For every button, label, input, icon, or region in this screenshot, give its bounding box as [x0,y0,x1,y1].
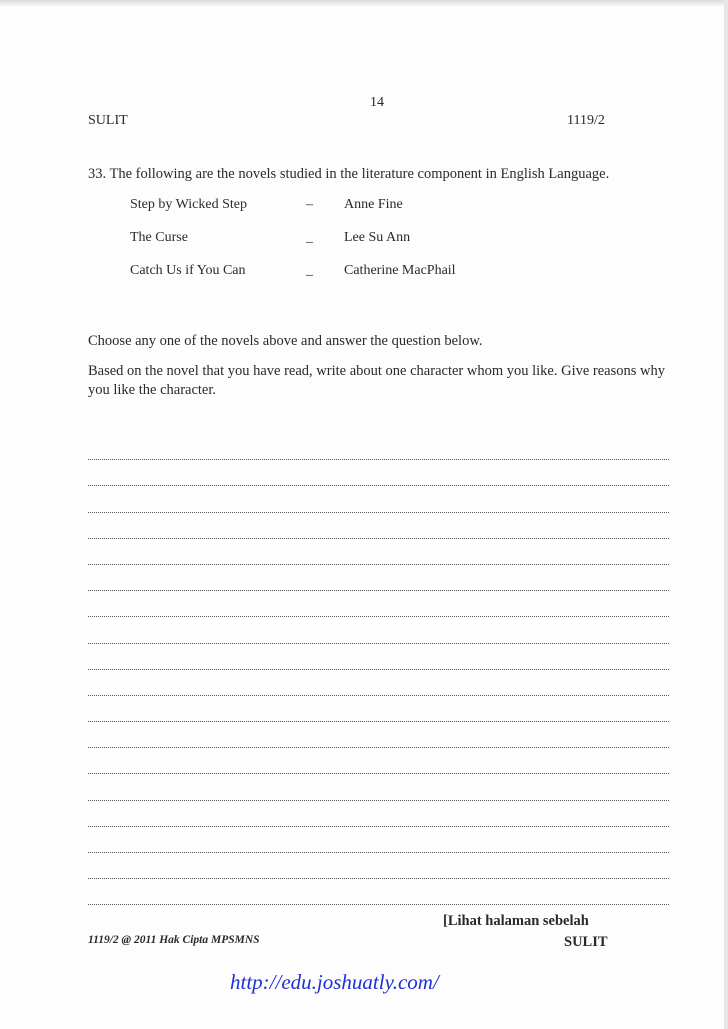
scan-top-edge [0,0,728,6]
novel-title: Step by Wicked Step [130,197,247,212]
novel-author: Lee Su Ann [344,230,411,245]
answer-line[interactable] [88,591,669,617]
answer-line[interactable] [88,644,669,670]
question-text: 33. The following are the novels studied in the literature component in English Language. [88,166,610,182]
novel-row [130,263,550,296]
answer-lines[interactable] [88,434,669,905]
header-paper-code: 1119/2 [567,113,605,128]
answer-line[interactable] [88,513,669,539]
novel-dash: _ [306,263,313,278]
footer-turn-page: [Lihat halaman sebelah [443,913,589,929]
answer-line[interactable] [88,853,669,879]
answer-line[interactable] [88,670,669,696]
novel-title: The Curse [130,230,188,245]
novel-row [130,230,550,263]
novel-list [130,197,550,296]
novel-author: Anne Fine [344,197,403,212]
answer-line[interactable] [88,617,669,643]
answer-line[interactable] [88,748,669,774]
answer-line[interactable] [88,879,669,905]
answer-line[interactable] [88,801,669,827]
answer-line[interactable] [88,696,669,722]
answer-line[interactable] [88,486,669,512]
novel-author: Catherine MacPhail [344,263,456,278]
novel-row [130,197,550,230]
instruction-choose: Choose any one of the novels above and answer the question below. [88,333,483,349]
novel-dash: – [306,197,313,212]
instruction-task: Based on the novel that you have read, write about one character whom you like. Give reasons why you like the character. [88,363,665,398]
answer-line[interactable] [88,565,669,591]
page-number: 14 [370,95,384,110]
answer-line[interactable] [88,460,669,486]
header-classification: SULIT [88,113,128,128]
novel-dash: _ [306,230,313,245]
answer-line[interactable] [88,774,669,800]
novel-title: Catch Us if You Can [130,263,246,278]
answer-line[interactable] [88,722,669,748]
answer-line[interactable] [88,827,669,853]
watermark-url[interactable]: http://edu.joshuatly.com/ [230,970,439,994]
footer-copyright: 1119/2 @ 2011 Hak Cipta MPSMNS [88,934,260,946]
scan-right-edge [724,0,728,1029]
answer-line[interactable] [88,434,669,460]
footer-classification: SULIT [564,934,608,950]
answer-line[interactable] [88,539,669,565]
